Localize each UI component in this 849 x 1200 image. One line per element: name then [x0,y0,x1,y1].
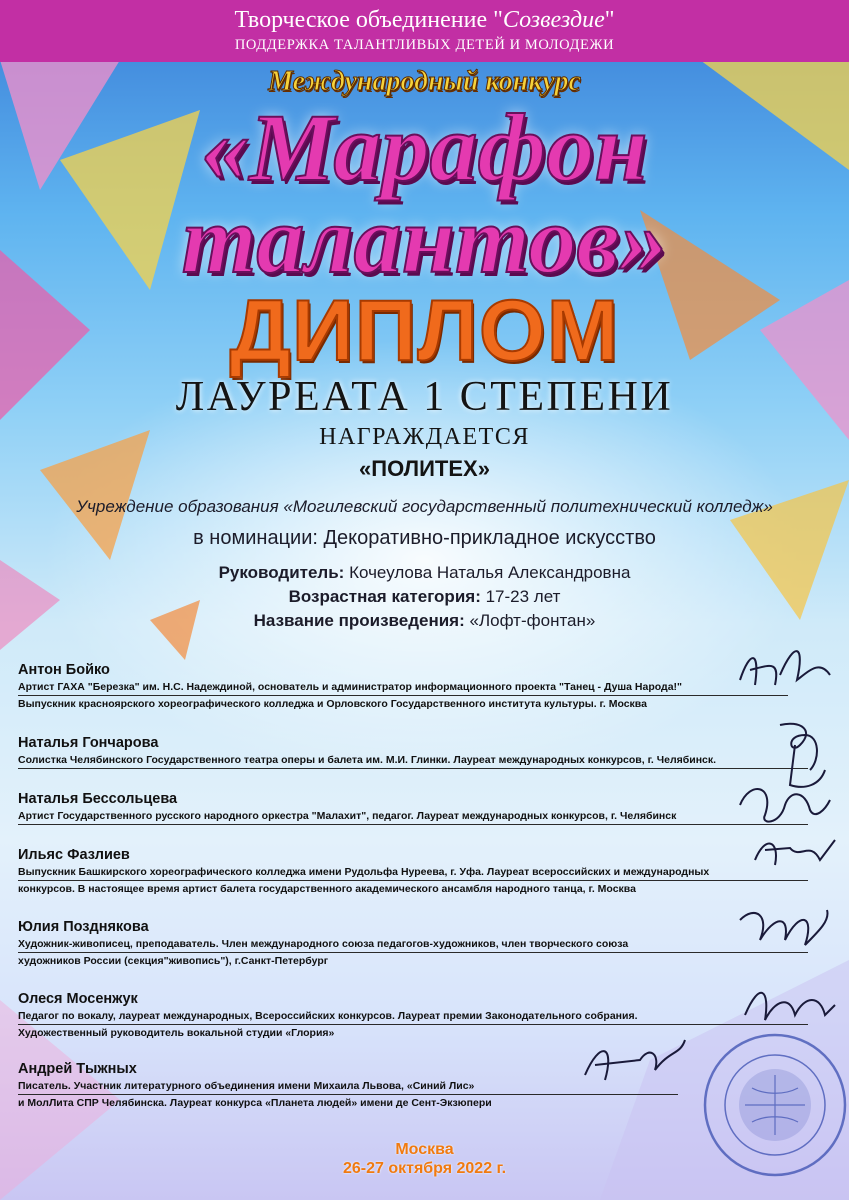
diploma-title: ДИПЛОМ [229,283,620,379]
jury-description: Художник-живописец, преподаватель. Член международного союза педагогов-художников, член творческого союза [18,938,629,950]
winner-name: «ПОЛИТЕХ» [359,456,490,481]
contest-label: Международный конкурс [268,66,581,97]
jury-member [18,846,778,898]
signature-line [18,1024,808,1025]
signature-line [18,1094,678,1095]
work-row [0,611,849,631]
signature-image [735,770,835,830]
jury-description: Писатель. Участник литературного объединения имени Михаила Львова, «Синий Лис» [18,1080,475,1092]
jury-name: Олеся Мосенжук [18,991,138,1007]
contest-title-line2: талантов» [181,186,668,293]
jury-name: Ильяс Фазлиев [18,847,130,863]
organization-name: Созвездие [502,7,605,33]
jury-description: Солистка Челябинского Государственного театра оперы и балета им. М.И. Глинки. Лауреат международных конкурсов, г. Челябинск. [18,754,717,766]
jury-name: Наталья Бессольцева [18,791,178,807]
leader-value: Кочеулова Наталья Александровна [349,563,631,582]
jury-name: Андрей Тыжных [18,1061,137,1077]
jury-name: Юлия Позднякова [18,919,149,935]
work-value: «Лофт-фонтан» [469,611,596,630]
signature-line [18,952,808,953]
awarded-label: НАГРАЖДАЕТСЯ [319,424,530,450]
signature-line [18,768,808,769]
jury-member [18,918,778,970]
signature-image [750,830,840,875]
jury-description: Выпускник красноярского хореографического колледжа и Орловского Государственного института культуры. г. Москва [18,698,647,710]
jury-description: Художественный руководитель вокальной студии «Глория» [18,1027,335,1039]
jury-description: конкурсов. В настоящее время артист балета государственного академического ансамбля народного танца, г. Москва [18,883,636,895]
leader-row [0,563,849,583]
signature-image [740,975,840,1030]
leader-label: Руководитель: [218,563,345,582]
footer-date: 26-27 октября 2022 г. [342,1160,507,1177]
diploma-degree: ЛАУРЕАТА 1 СТЕПЕНИ [175,374,674,420]
organization-subtitle: ПОДДЕРЖКА ТАЛАНТЛИВЫХ ДЕТЕЙ И МОЛОДЕЖИ [234,37,615,53]
jury-description: Выпускник Башкирского хореографического колледжа имени Рудольфа Нуреева, г. Уфа. Лауреат всероссийских и международных [18,866,710,878]
jury-name: Антон Бойко [18,662,110,678]
signature-line [18,880,808,881]
age-label: Возрастная категория: [288,587,481,606]
jury-description: Артист Государственного русского народного оркестра "Малахит", педагог. Лауреат международных конкурсов, г. Челябинск [18,810,677,822]
work-label: Название произведения: [253,611,465,630]
signature-image [735,630,835,700]
jury-name: Наталья Гончарова [18,735,159,751]
jury-member [18,734,778,769]
seal-stamp [700,1030,849,1180]
nomination: в номинации: Декоративно-прикладное искусство [193,527,656,549]
jury-description: художников России (секция"живопись"), г.Санкт-Петербург [18,955,329,967]
signature-line [18,824,808,825]
signature-image [580,1030,690,1090]
organization-title: Творческое объединение "Созвездие" [234,7,615,33]
jury-member [18,790,778,825]
institution: Учреждение образования «Могилевский государственный политехнический колледж» [76,497,773,516]
contest-title-line1: «Марафон [201,94,648,201]
jury-member [18,661,778,713]
header-banner [0,0,849,62]
signature-image [735,900,835,955]
footer-city: Москва [395,1141,454,1158]
signature-line [18,695,788,696]
age-value: 17-23 лет [485,587,561,606]
jury-description: Артист ГАХА "Березка" им. Н.С. Надеждиной, основатель и администратор информационного проекта "Танец - Душа Народа!" [18,681,683,693]
jury-description: и МолЛита СПР Челябинска. Лауреат конкурса «Планета людей» имени де Сент-Экзюпери [18,1097,492,1109]
jury-description: Педагог по вокалу, лауреат международных, Всероссийских конкурсов. Лауреат премии Законодательного собрания. [18,1010,638,1022]
age-row [0,587,849,607]
